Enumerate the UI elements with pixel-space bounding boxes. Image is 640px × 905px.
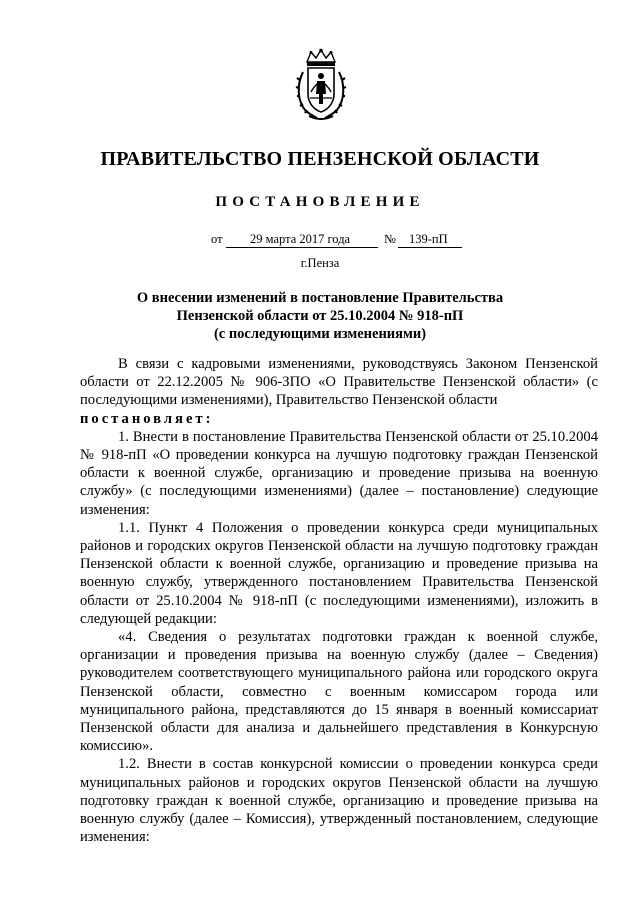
coat-of-arms-icon — [295, 48, 347, 122]
number-underline — [398, 247, 462, 248]
subject-line-1: О внесении изменений в постановление Правительства — [136, 290, 504, 306]
document-subject — [0, 289, 640, 343]
city: г.Пенза — [300, 256, 340, 270]
decree-word: постановляет: — [80, 410, 214, 427]
date-underline — [226, 247, 378, 248]
date-prefix: от — [211, 232, 223, 246]
item-1-2: 1.2. Внести в состав конкурсной комиссии о проведении конкурса среди муниципальных районов и городских округов Пензенской области на лучшую подготовку граждан к военной службе, организацию и проведение призыва на военную службу (далее – Комиссия), утвержденный постановлением, следующие изменения: — [80, 756, 598, 846]
document-number: 139-пП — [409, 232, 448, 246]
item-1: 1. Внести в постановление Правительства Пензенской области от 25.10.2004 № 918-пП «О проведении конкурса на лучшую подготовку граждан Пензенской области к военной службе, организацию и проведение призыва на военную службу» (с последующими изменениями) (далее – постановление) следующие изменения: — [80, 428, 598, 518]
item-1-1: 1.1. Пункт 4 Положения о проведении конкурса среди муниципальных районов и городских округов Пензенской области на лучшую подготовку граждан Пензенской области к военной службе, организацию и проведение призыва на военную службу, утвержденного постановлением Правительства Пензенской области от 25.10.2004 № 918-пП (с последующими изменениями), изложить в следующей редакции: — [80, 519, 598, 627]
subject-line-2: Пензенской области от 25.10.2004 № 918-пП — [176, 308, 464, 324]
document-date: 29 марта 2017 года — [250, 232, 351, 246]
document-body — [80, 355, 598, 846]
subject-line-3: (с последующими изменениями) — [213, 326, 427, 342]
preamble-paragraph: В связи с кадровыми изменениями, руководствуясь Законом Пензенской области от 22.12.2005 № 906-ЗПО «О Правительстве Пензенской области» (с последующими изменениями), Правительство Пензенской области — [80, 356, 598, 409]
document-type: ПОСТАНОВЛЕНИЕ — [215, 194, 425, 210]
quoted-item-4: «4. Сведения о результатах подготовки граждан к военной службе, организации и проведения призыва на военную службу (далее – Сведения) руководителем соответствующего муниципального района или городского округа Пензенской области, совместно с военным комиссаром города или муниципального района, представляются до 15 января в военный комиссариат Пензенской области для анализа и дальнейшего представления в Конкурсную комиссию». — [80, 629, 598, 755]
government-title: ПРАВИТЕЛЬСТВО ПЕНЗЕНСКОЙ ОБЛАСТИ — [100, 148, 540, 170]
number-sign: № — [384, 232, 396, 246]
